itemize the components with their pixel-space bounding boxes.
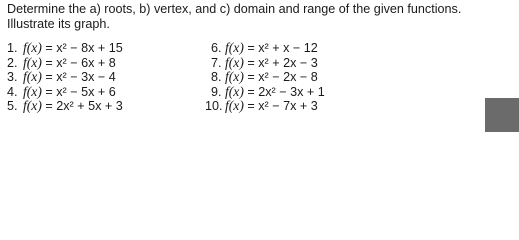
problem-number: 8.: [211, 70, 222, 85]
function-expression: = x² − 5x + 6: [45, 84, 116, 99]
problem-number: 6.: [211, 41, 222, 55]
problem-item-8: [211, 70, 325, 85]
problem-number: 7.: [211, 55, 222, 70]
function-label: f(x): [23, 69, 42, 85]
function-expression: = 2x² + 5x + 3: [45, 99, 123, 114]
instructions-line-2: Illustrate its graph.: [7, 17, 110, 31]
problem-number: 4.: [7, 84, 18, 99]
function-label: f(x): [225, 98, 244, 114]
problem-list-right: [205, 40, 325, 114]
instructions: [7, 2, 507, 32]
problem-item-10: [205, 98, 325, 114]
function-expression: = x² + x − 12: [247, 41, 318, 55]
problem-number: 9.: [211, 84, 222, 99]
function-expression: = x² − 3x − 4: [45, 70, 116, 85]
problem-item-4: [7, 85, 123, 100]
function-label: f(x): [23, 83, 42, 99]
function-label: f(x): [225, 69, 244, 85]
instructions-line-1: Determine the a) roots, b) vertex, and c) domain and range of the given functions.: [7, 2, 462, 16]
function-expression: = x² − 8x + 15: [45, 41, 123, 55]
function-label: f(x): [23, 98, 42, 114]
function-label: f(x): [23, 54, 42, 70]
problem-item-5: [7, 99, 123, 114]
problem-number: 5.: [7, 99, 18, 114]
function-label: f(x): [23, 40, 42, 55]
function-expression: = x² − 2x − 8: [247, 70, 318, 85]
problem-number: 10.: [205, 99, 223, 114]
problem-number: 2.: [7, 55, 18, 70]
problem-list-left: [7, 41, 123, 114]
function-expression: = 2x² − 3x + 1: [247, 84, 325, 99]
problem-item-1: [7, 41, 123, 56]
problem-number: 1.: [7, 41, 18, 55]
function-label: f(x): [225, 54, 244, 70]
function-label: f(x): [225, 83, 244, 99]
function-label: f(x): [225, 40, 244, 55]
function-expression: = x² + 2x − 3: [247, 55, 318, 70]
function-expression: = x² − 6x + 8: [45, 55, 116, 70]
corner-gray-block: [485, 98, 519, 132]
problem-item-3: [7, 70, 123, 85]
problem-number: 3.: [7, 70, 18, 85]
function-expression: = x² − 7x + 3: [247, 99, 318, 114]
problem-item-7: [211, 56, 325, 71]
problem-item-2: [7, 56, 123, 71]
problem-item-6: [211, 41, 325, 56]
problem-item-9: [211, 85, 325, 100]
